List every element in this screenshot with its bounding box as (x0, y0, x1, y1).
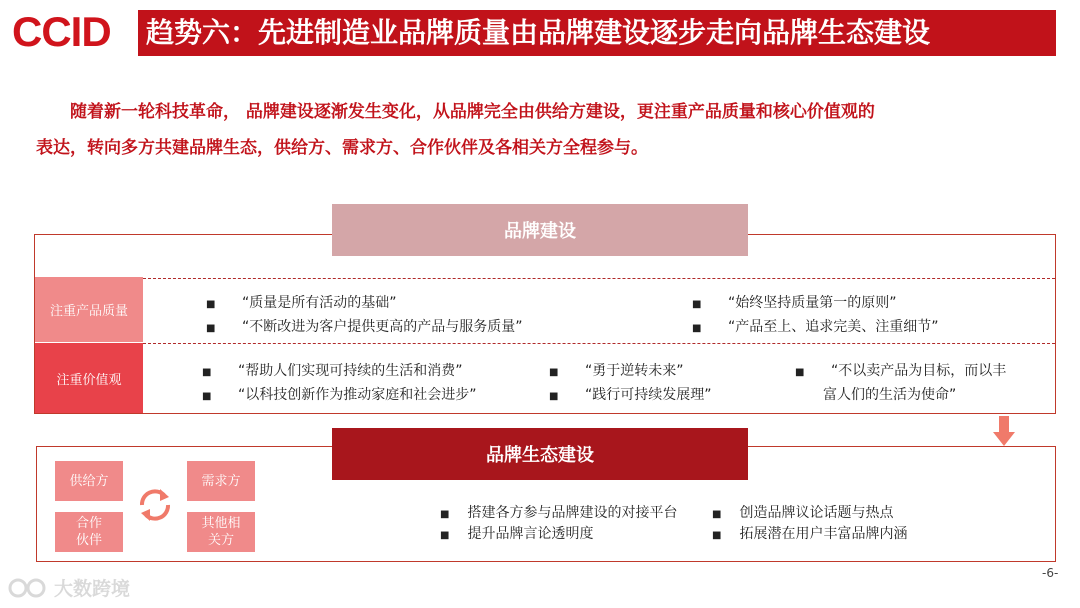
ccid-logo-mark (12, 8, 130, 52)
intro-paragraph (36, 94, 1056, 166)
values-item: ■ “不以卖产品为目标，而以丰 (795, 363, 1007, 379)
bullet-square-icon: ■ (202, 391, 212, 402)
ccid-logo (12, 8, 130, 52)
cycle-arrows-icon (136, 486, 174, 524)
values-item: ■ “帮助人们实现可持续的生活和消费” (202, 363, 463, 379)
brand-building-title: 品牌建设 (332, 204, 748, 256)
bullet-square-icon: ■ (202, 367, 212, 378)
bullet-square-icon: ■ (692, 323, 702, 334)
ecosystem-item: ■ 拓展潜在用户丰富品牌内涵 (712, 526, 908, 542)
bullet-square-icon: ■ (549, 367, 559, 378)
bullet-square-icon: ■ (206, 323, 216, 334)
ecosystem-item: ■ 搭建各方参与品牌建设的对接平台 (440, 505, 678, 521)
divider-middle (143, 343, 1055, 344)
party-others: 其他相 关方 (187, 512, 255, 552)
quality-item: ■ “不断改进为客户提供更高的产品与服务质量” (206, 319, 523, 335)
row-label-values: 注重价值观 (35, 343, 143, 413)
bullet-square-icon: ■ (712, 509, 722, 520)
quality-item: ■ “始终坚持质量第一的原则” (692, 295, 897, 311)
values-item: ■ “践行可持续发展理” (549, 387, 712, 403)
bullet-square-icon: ■ (206, 299, 216, 310)
bullet-square-icon: ■ (440, 509, 450, 520)
divider-top (143, 278, 1055, 279)
arrow-down-icon (993, 416, 1015, 446)
party-partner: 合作 伙伴 (55, 512, 123, 552)
intro-line-1: 随着新一轮科技革命， 品牌建设逐渐发生变化，从品牌完全由供给方建设，更注重产品质量和核心价值观的 (70, 102, 875, 122)
quality-item: ■ “产品至上、追求完美、注重细节” (692, 319, 939, 335)
brand-ecosystem-title: 品牌生态建设 (332, 428, 748, 480)
watermark: 大数跨境 (8, 574, 130, 601)
ecosystem-item: ■ 提升品牌言论透明度 (440, 526, 594, 542)
quality-item: ■ “质量是所有活动的基础” (206, 295, 397, 311)
values-item-continued: 富人们的生活为使命” (823, 387, 957, 403)
watermark-logo-icon (8, 575, 48, 601)
row-label-product-quality: 注重产品质量 (35, 277, 143, 342)
intro-line-2: 表达，转向多方共建品牌生态，供给方、需求方、合作伙伴及各相关方全程参与。 (36, 138, 648, 158)
ecosystem-item: ■ 创造品牌议论话题与热点 (712, 505, 894, 521)
bullet-square-icon: ■ (440, 530, 450, 541)
svg-text:CCID: CCID (12, 8, 111, 52)
bullet-square-icon: ■ (712, 530, 722, 541)
bullet-square-icon: ■ (549, 391, 559, 402)
bullet-square-icon: ■ (795, 367, 805, 378)
party-supplier: 供给方 (55, 461, 123, 501)
page-title: 趋势六：先进制造业品牌质量由品牌建设逐步走向品牌生态建设 (138, 10, 1056, 56)
values-item: ■ “勇于逆转未来” (549, 363, 684, 379)
page-number: -6- (1042, 566, 1059, 580)
party-demander: 需求方 (187, 461, 255, 501)
bullet-square-icon: ■ (692, 299, 702, 310)
values-item: ■ “以科技创新作为推动家庭和社会进步” (202, 387, 477, 403)
